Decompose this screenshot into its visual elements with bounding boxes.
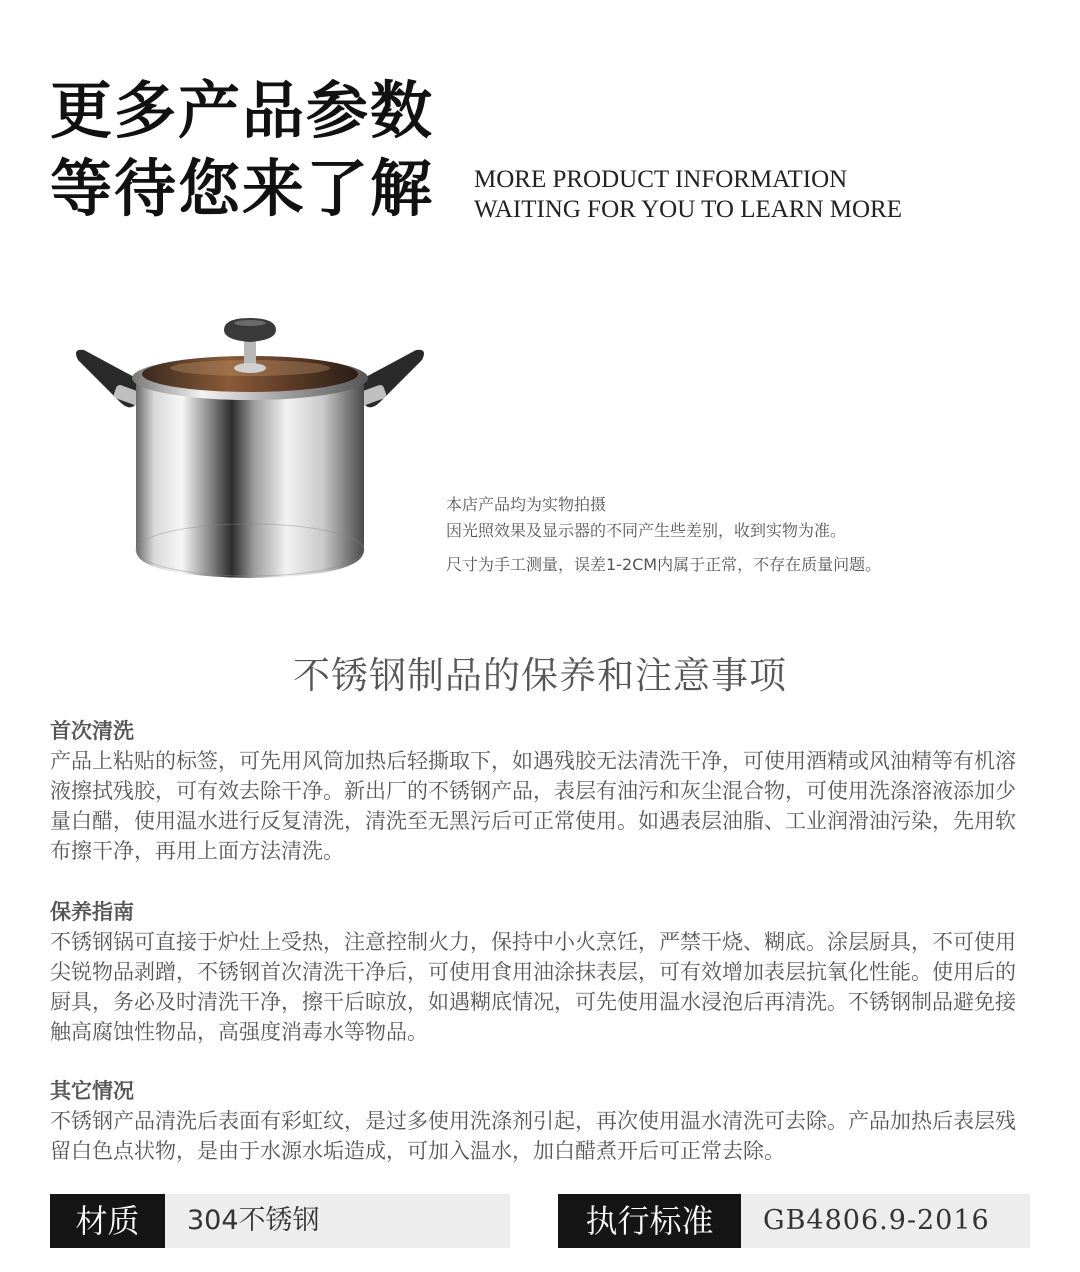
care-heading: 首次清洗 bbox=[50, 719, 134, 743]
heading-en-line2: WAITING FOR YOU TO LEARN MORE bbox=[474, 196, 903, 223]
disclaimer-line-2: 因光照效果及显示器的不同产生些差别，收到实物为准。 bbox=[446, 521, 847, 540]
heading-cn-line2: 等待您来了解 bbox=[50, 152, 435, 225]
disclaimer-line-3: 尺寸为手工测量，误差1-2CM内属于正常，不存在质量问题。 bbox=[446, 555, 882, 574]
care-text: 产品上粘贴的标签，可先用风筒加热后轻撕取下，如遇残胶无法清洗干净，可使用酒精或风油精等有机溶液擦拭残胶，可有效去除干净。新出厂的不锈钢产品，表层有油污和灰尘混合物，可使用洗涤溶液添加少量白醋，使用温水进行反复清洗，清洗至无黑污后可正常使用。如遇表层油脂、工业润滑油污染，先用软布擦干净，再用上面方法清洗。 bbox=[50, 749, 1016, 863]
care-block-maintenance bbox=[50, 897, 1035, 1047]
care-block-first-wash bbox=[50, 716, 1035, 866]
care-heading: 保养指南 bbox=[50, 900, 134, 924]
spec-standard bbox=[558, 1194, 1030, 1248]
heading-en-line1: MORE PRODUCT INFORMATION bbox=[474, 166, 848, 193]
care-heading: 其它情况 bbox=[50, 1079, 134, 1103]
spec-material-label: 材质 bbox=[50, 1194, 165, 1248]
disclaimer-line-1: 本店产品均为实物拍摄 bbox=[446, 495, 607, 514]
spec-material-value: 304不锈钢 bbox=[165, 1194, 510, 1248]
photo-disclaimer bbox=[446, 492, 881, 578]
spec-standard-label: 执行标准 bbox=[558, 1194, 741, 1248]
heading-cn-line1: 更多产品参数 bbox=[50, 74, 435, 147]
care-block-other bbox=[50, 1076, 1035, 1166]
spec-standard-value: GB4806.9-2016 bbox=[741, 1194, 1030, 1248]
spec-material bbox=[50, 1194, 510, 1248]
care-text: 不锈钢产品清洗后表面有彩虹纹，是过多使用洗涤剂引起，再次使用温水清洗可去除。产品加热后表层残留白色点状物，是由于水源水垢造成，可加入温水，加白醋煮开后可正常去除。 bbox=[50, 1109, 1016, 1163]
care-text: 不锈钢锅可直接于炉灶上受热，注意控制火力，保持中小火烹饪，严禁干烧、糊底。涂层厨具，不可使用尖锐物品剥蹭，不锈钢首次清洗干净后，可使用食用油涂抹表层，可有效增加表层抗氧化性能。使用后的厨具，务必及时清洗干净，擦干后晾放，如遇糊底情况，可先使用温水浸泡后再清洗。不锈钢制品避免接触高腐蚀性物品，高强度消毒水等物品。 bbox=[50, 930, 1016, 1044]
stockpot-photo bbox=[50, 250, 450, 600]
care-section-title: 不锈钢制品的保养和注意事项 bbox=[293, 654, 787, 697]
